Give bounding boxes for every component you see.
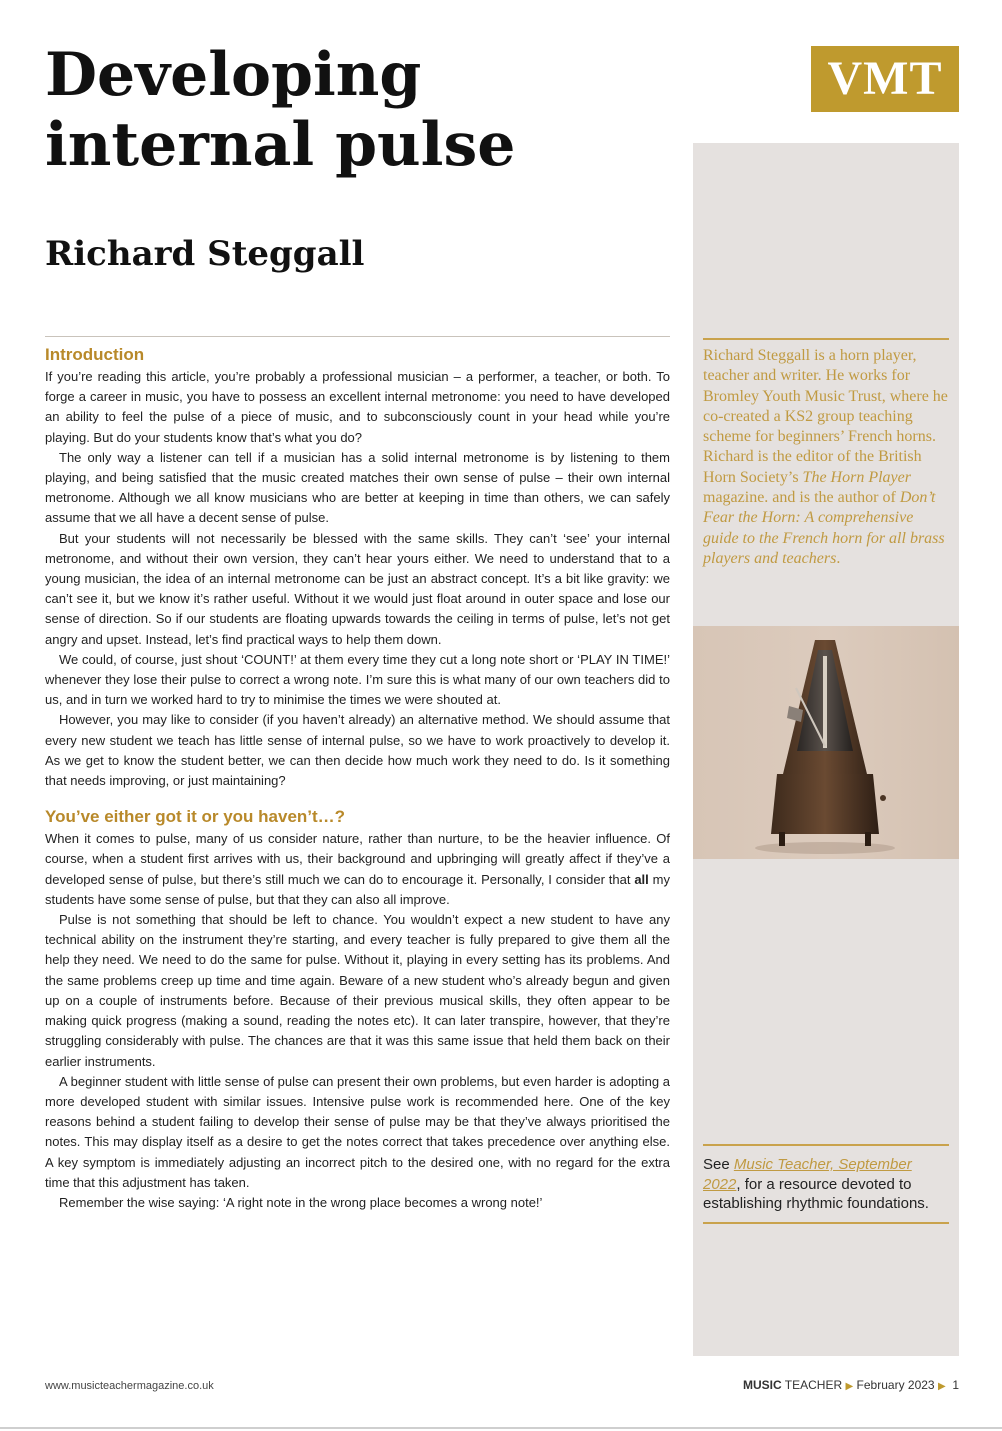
vmt-logo: VMT (811, 46, 959, 112)
paragraph: A beginner student with little sense of pulse can present their own problems, but even harder is adopting a more developed student with similar issues. Intensive pulse work is recommended here. One of the key reasons behind a student failing to develop their sense of pulse may be that they’ve always prioritised the notes. This may display itself as a desire to get the notes correct that takes precedence over anything else. A key symptom is immediately adjusting an incorrect pitch to the desired one, with no regard for the extra time that this adjustment has taken. (45, 1073, 670, 1190)
see-bottom-rule (703, 1222, 949, 1224)
paragraph: But your students will not necessarily be blessed with the same skills. They can’t ‘see’ your internal metronome, and without their own version, they can’t hear yours either. We need to understand that to a young musician, the idea of an internal metronome can be just an abstract concept. It’s a bit like gravity: we can’t see it, but we know it’s rather useful. Without it we would just float around in outer space and lose our sense of direction. So if our students are floating upwards towards the ceiling in terms of pulse, let’s not get angry and upset. Instead, let’s find practical ways to help them down. (45, 530, 670, 647)
bio-italic-magazine: The Horn Player (802, 468, 911, 486)
footer-brand: TEACHER (781, 1378, 843, 1392)
page-number: 1 (952, 1378, 959, 1392)
paragraph (45, 829, 670, 910)
see-text: See (703, 1156, 734, 1173)
footer-masthead (743, 1378, 959, 1392)
bio-text: Richard Steggall is a horn player, teacher and writer. He works for Bromley Youth Music Trust, where he co-created a KS2 group teaching scheme for beginners’ French horns. Richard is the editor of the British Horn Society’s (703, 347, 948, 486)
paragraph: We could, of course, just shout ‘COUNT!’ at them every time they cut a long note short or ‘PLAY IN TIME!’ whenever they lose their pulse to correct a wrong note. I’m sure this is what many of our own teachers did to us, and in turn we worked hard to try to minimise the times we were shouted at. (45, 651, 670, 708)
bio-top-rule (703, 338, 949, 340)
author-name: Richard Steggall (45, 234, 365, 274)
see-text: , for a resource devoted to establishing rhythmic foundations. (703, 1175, 929, 1212)
bio-text: magazine. and is the author of (703, 489, 900, 507)
paragraph-text: When it comes to pulse, many of us consider nature, rather than nurture, to be the heavier influence. Of course, when a student first arrives with us, their background and upbringing will greatly affect if they’ve a developed sense of pulse, but there’s still much we can do to encourage it. Personally, I consider that (45, 831, 670, 887)
paragraph: If you’re reading this article, you’re probably a professional musician – a performer, a teacher, or both. To forge a career in music, you have to possess an excellent internal metronome: you need to have developed an ability to feel the pulse of a piece of music, and to subconsciously count in your head while you’re playing. But do your students know that’s what you do? (45, 369, 670, 445)
article-title: Developing internal pulse (45, 40, 516, 180)
paragraph: Pulse is not something that should be left to chance. You wouldn’t expect a new student to have any technical ability on the instrument they’re starting, and every teacher is fully prepared to give them all the help they need. We need to do the same for pulse. Without it, playing in every setting has its problems. And the same problems creep up time and time again. Beware of a new student who’s already begun and given up on a couple of instruments before. Because of their previous musical skills, they often appear to be making quick progress (making a sound, reading the notes etc). It can later transpire, however, that they’re struggling considerably with pulse. The chances are that it was this same issue that held them back on their earlier instruments. (45, 912, 670, 1069)
footer-brand-bold: MUSIC (743, 1378, 782, 1392)
metronome-illustration (693, 626, 959, 859)
section-heading-either-got-it: You’ve either got it or you haven’t…? (45, 807, 346, 827)
title-divider (45, 336, 670, 337)
author-bio (703, 346, 949, 569)
footer-url[interactable]: www.musicteachermagazine.co.uk (45, 1380, 214, 1392)
triangle-arrow-icon: ▶ (937, 1381, 946, 1392)
bio-text: . (836, 549, 841, 567)
section-heading-introduction: Introduction (45, 345, 145, 364)
see-also-link[interactable]: Music Teacher, September 2022 (703, 1156, 912, 1193)
bold-all: all (634, 871, 649, 887)
bio-italic-book: Don’t Fear the Horn: A comprehensive guide to the French horn for all brass players and teachers (703, 489, 945, 567)
see-top-rule (703, 1144, 949, 1146)
footer-issue: February 2023 (856, 1378, 935, 1392)
see-also-note (703, 1155, 949, 1214)
article-body (45, 343, 670, 1213)
paragraph: Remember the wise saying: ‘A right note in the wrong place becomes a wrong note!’ (59, 1194, 543, 1210)
page-bottom-edge (0, 1427, 1002, 1429)
paragraph-text: my students have some sense of pulse, but that they can also all improve. (45, 871, 670, 907)
metronome-photo (693, 626, 959, 859)
triangle-arrow-icon: ▶ (845, 1381, 854, 1392)
paragraph: However, you may like to consider (if you haven’t already) an alternative method. We should assume that every new student we teach has little sense of internal pulse, so we have to work proactively to develop it. As we get to know the student better, we can then decide how much work they need to do. Is it something that needs improving, or just maintaining? (45, 712, 670, 789)
paragraph: The only way a listener can tell if a musician has a solid internal metronome is by listening to them playing, and being satisfied that the music created matches their own sense of pulse – their own internal metronome. Although we all know musicians who are better at keeping in time than others, we can safely assume that we all have a decent sense of pulse. (45, 449, 670, 526)
